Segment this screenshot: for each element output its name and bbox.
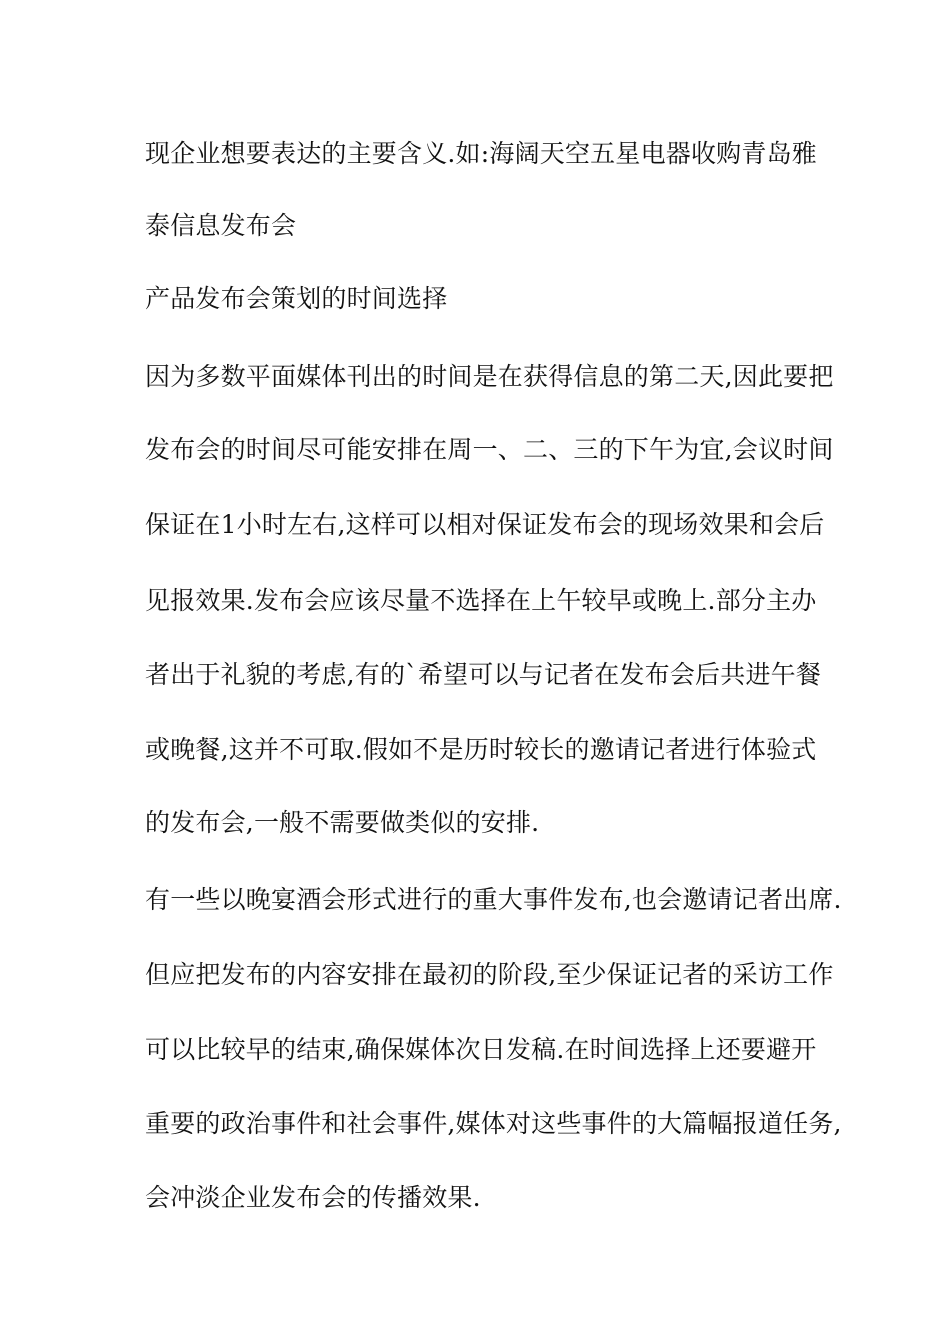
text-line: 会冲淡企业发布会的传播效果. <box>145 1183 481 1212</box>
text-line: 发布会的时间尽可能安排在周一、二、三的下午为宜,会议时间 <box>145 435 834 464</box>
text-line: 保证在1小时左右,这样可以相对保证发布会的现场效果和会后 <box>145 510 825 539</box>
text-line: 泰信息发布会 <box>145 211 297 240</box>
text-line: 可以比较早的结束,确保媒体次日发稿.在时间选择上还要避开 <box>145 1035 817 1064</box>
text-line: 因为多数平面媒体刊出的时间是在获得信息的第二天,因此要把 <box>145 362 834 391</box>
text-line: 重要的政治事件和社会事件,媒体对这些事件的大篇幅报道任务, <box>145 1109 842 1138</box>
section-heading: 产品发布会策划的时间选择 <box>145 284 448 313</box>
text-line: 见报效果.发布会应该尽量不选择在上午较早或晚上.部分主办 <box>145 586 817 615</box>
text-line: 者出于礼貌的考虑,有的`希望可以与记者在发布会后共进午餐 <box>145 660 822 689</box>
text-line: 或晚餐,这并不可取.假如不是历时较长的邀请记者进行体验式 <box>145 735 817 764</box>
text-line: 的发布会,一般不需要做类似的安排. <box>145 808 540 837</box>
text-line: 但应把发布的内容安排在最初的阶段,至少保证记者的采访工作 <box>145 960 834 989</box>
text-line: 有一些以晚宴酒会形式进行的重大事件发布,也会邀请记者出席. <box>145 885 842 914</box>
text-line: 现企业想要表达的主要含义.如:海阔天空五星电器收购青岛雅 <box>145 139 817 168</box>
